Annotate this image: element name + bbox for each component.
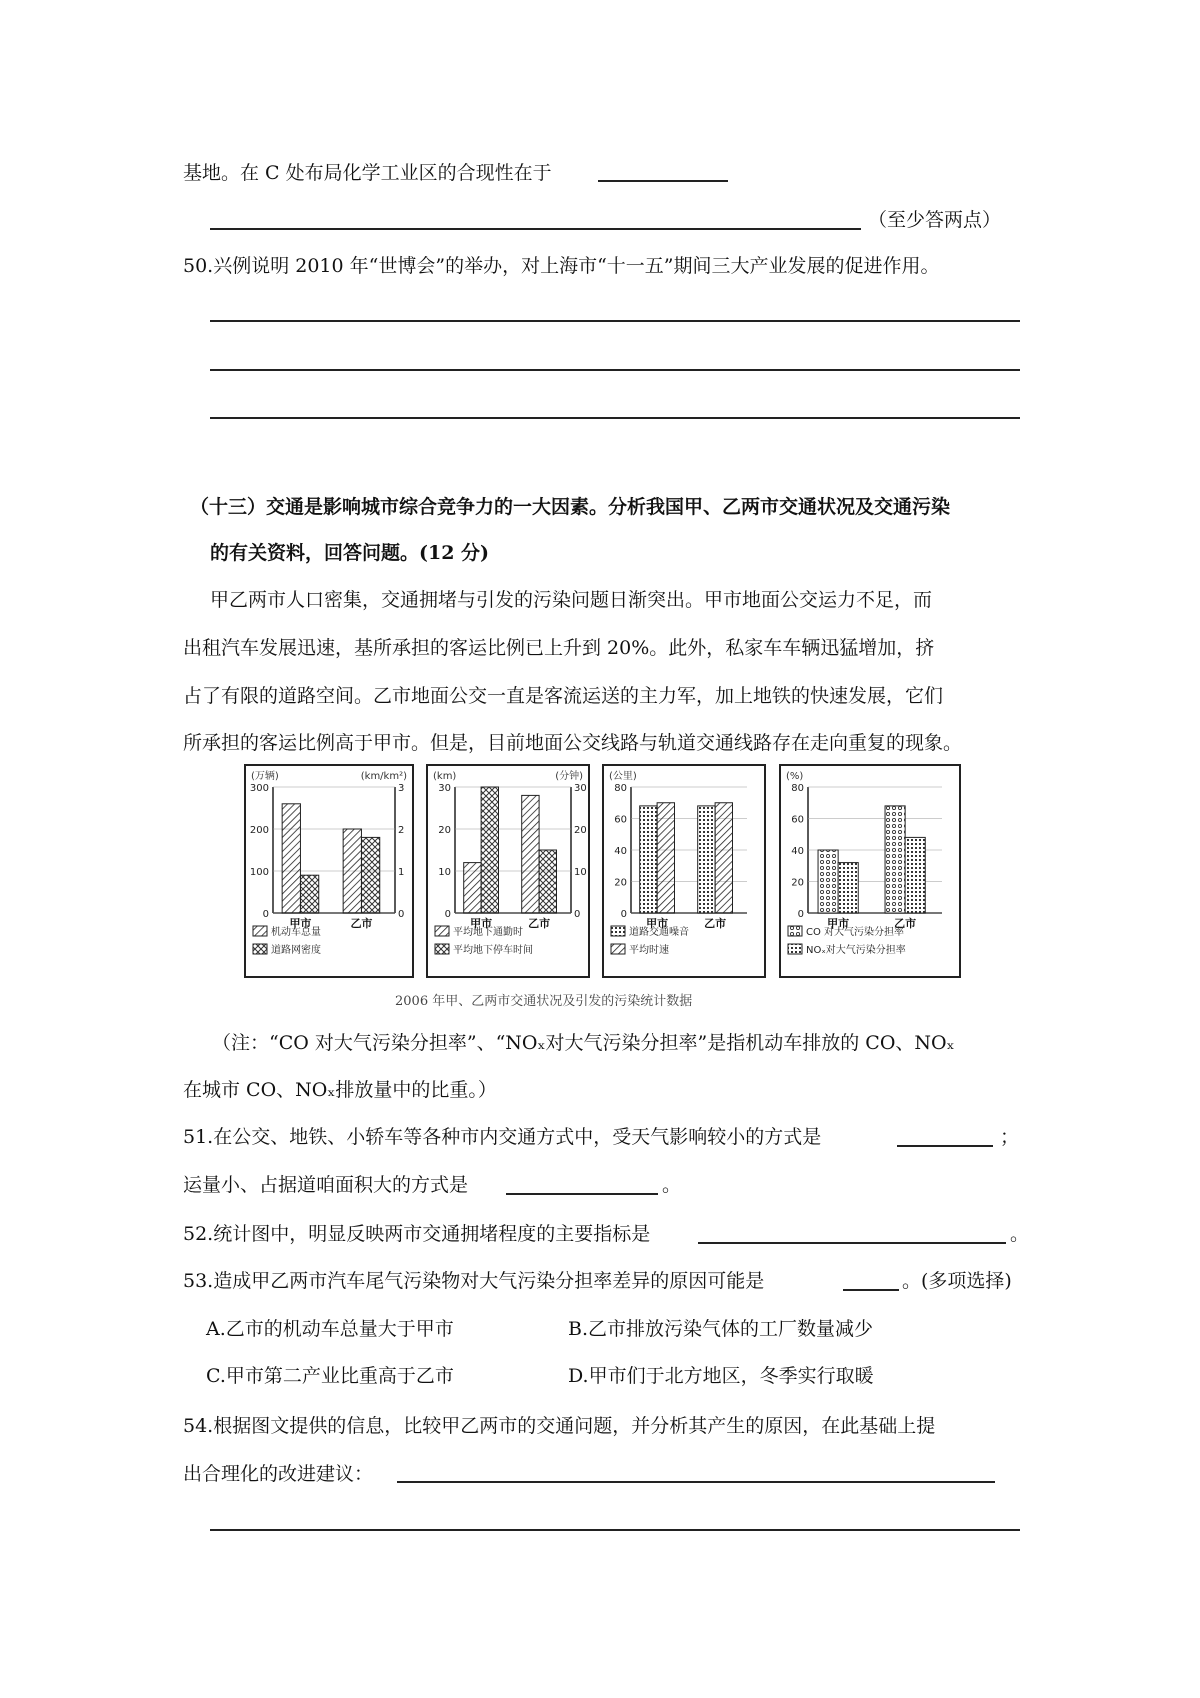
unit-label: (公里)	[609, 771, 637, 782]
tick-label-right: 3	[398, 783, 405, 794]
legend-label: 平均时速	[629, 945, 669, 956]
legend-label: 道路网密度	[271, 945, 321, 956]
bar	[838, 863, 858, 913]
legend-label: 平均地下停车时间	[453, 945, 533, 956]
category-label: 甲市	[646, 917, 669, 930]
q53-answer-blank[interactable]	[843, 1289, 899, 1291]
category-label: 乙市	[894, 917, 917, 930]
legend-label: NOₓ对大气污染分担率	[806, 945, 906, 956]
tick-label: 0	[620, 909, 627, 920]
q50-answer-line-2[interactable]	[210, 369, 1020, 371]
figure-charts	[243, 763, 963, 981]
tick-label: 30	[438, 783, 451, 794]
bar	[481, 787, 498, 913]
bar	[885, 806, 905, 913]
legend-label: 机动车总量	[271, 927, 321, 938]
legend-label: CO 对大气污染分担率	[806, 927, 905, 938]
legend-label: 平均地下通勤时	[453, 927, 523, 938]
q53-text: 53.造成甲乙两市汽车尾气污染物对大气污染分担率差异的原因可能是	[183, 1270, 765, 1292]
q51-text: 51.在公交、地铁、小轿车等各种市内交通方式中，受天气影响较小的方式是	[183, 1126, 822, 1148]
legend-swatch	[788, 926, 802, 936]
tick-label-right: 10	[574, 867, 587, 878]
unit-label: (%)	[786, 771, 804, 782]
q51-answer-blank-2[interactable]	[506, 1193, 658, 1195]
bar	[657, 803, 674, 913]
tick-label: 60	[614, 814, 627, 826]
q54-text-2: 出合理化的改进建议：	[183, 1463, 374, 1485]
q50-answer-line-3[interactable]	[210, 417, 1020, 419]
tick-label: 10	[438, 867, 451, 878]
category-label: 甲市	[827, 917, 850, 930]
bar	[361, 837, 379, 913]
q50-text: 50.兴例说明 2010 年“世博会”的举办，对上海市“十一五”期间三大产业发展的促进作用。	[183, 255, 940, 277]
q53-option-c[interactable]: C.甲市第二产业比重高于乙市	[206, 1365, 454, 1387]
tick-label: 200	[249, 825, 269, 836]
q51-separator: ；	[1000, 1126, 1020, 1148]
tick-label: 20	[438, 825, 451, 836]
section-heading: （十三）交通是影响城市综合竞争力的一大因素。分析我国甲、乙两市交通状况及交通污染	[190, 496, 951, 518]
tick-label-right: 1	[398, 867, 405, 878]
bar	[522, 795, 539, 913]
category-label: 乙市	[350, 917, 373, 930]
tick-label: 40	[614, 846, 627, 857]
section-heading-2: 的有关资料，回答问题。(12 分)	[210, 542, 490, 564]
q49-answer-blank-2[interactable]	[210, 228, 861, 230]
bar	[818, 850, 838, 913]
tick-label-right: 0	[398, 909, 405, 920]
q53-option-a[interactable]: A.乙市的机动车总量大于甲市	[206, 1318, 454, 1340]
tick-label: 300	[249, 783, 269, 794]
q51-end: 。	[662, 1174, 682, 1196]
tick-label: 80	[614, 783, 627, 794]
paragraph-line: 甲乙两市人口密集，交通拥堵与引发的污染问题日渐突出。甲市地面公交运力不足，而	[210, 589, 933, 611]
legend-swatch	[435, 926, 449, 936]
q49-note: （至少答两点）	[868, 209, 1002, 231]
q54-answer-line-2[interactable]	[210, 1529, 1020, 1531]
q52-answer-blank[interactable]	[698, 1242, 1006, 1244]
charts-svg	[243, 763, 963, 981]
category-label: 乙市	[528, 917, 551, 930]
unit-label-right: (km/km²)	[360, 771, 407, 782]
legend-swatch	[253, 926, 267, 936]
legend-swatch	[611, 926, 625, 936]
tick-label: 20	[791, 877, 804, 889]
bar	[343, 829, 361, 913]
unit-label: (km)	[433, 771, 457, 782]
bar	[698, 806, 715, 913]
q54-answer-blank-1[interactable]	[397, 1481, 995, 1483]
figure-caption: 2006 年甲、乙两市交通状况及引发的污染统计数据	[395, 994, 693, 1009]
legend-label: 道路交通噪音	[629, 927, 689, 938]
legend-swatch	[611, 944, 625, 954]
tick-label: 0	[262, 909, 269, 920]
bar	[905, 837, 925, 913]
category-label: 乙市	[704, 917, 727, 930]
q52-text: 52.统计图中，明显反映两市交通拥堵程度的主要指标是	[183, 1223, 651, 1245]
chart-panel-frame	[603, 765, 765, 977]
q51-text-2: 运量小、占据道咱面积大的方式是	[183, 1174, 469, 1196]
bar	[300, 875, 318, 913]
paragraph-line: 占了有限的道路空间。乙市地面公交一直是客流运送的主力军，加上地铁的快速发展，它们	[183, 685, 944, 707]
tick-label: 20	[614, 877, 627, 889]
note-line-1: （注：“CO 对大气污染分担率”、“NOₓ对大气污染分担率”是指机动车排放的 CO、NOₓ	[212, 1032, 955, 1054]
bar	[640, 806, 657, 913]
legend-swatch	[788, 944, 802, 954]
q54-text: 54.根据图文提供的信息，比较甲乙两市的交通问题，并分析其产生的原因，在此基础上提	[183, 1415, 936, 1437]
category-label: 甲市	[470, 917, 493, 930]
paragraph-line: 出租汽车发展迅速，基所承担的客运比例已上升到 20%。此外，私家车车辆迅猛增加，挤	[183, 637, 935, 659]
bar	[715, 803, 732, 913]
bar	[282, 804, 300, 913]
tick-label: 0	[797, 909, 804, 920]
tick-label: 40	[791, 846, 804, 857]
note-line-2: 在城市 CO、NOₓ排放量中的比重。）	[183, 1079, 497, 1101]
bar	[464, 863, 481, 913]
q49-text: 基地。在 C 处布局化学工业区的合现性在于	[183, 162, 552, 184]
unit-label-right: (分钟)	[555, 771, 583, 782]
paragraph-line: 所承担的客运比例高于甲市。但是，目前地面公交线路与轨道交通线路存在走向重复的现象。	[183, 732, 963, 754]
tick-label-right: 30	[574, 783, 587, 794]
q50-answer-line-1[interactable]	[210, 320, 1020, 322]
category-label: 甲市	[289, 917, 312, 930]
q52-end: 。	[1010, 1223, 1030, 1245]
bar	[539, 850, 556, 913]
tick-label: 100	[249, 867, 269, 878]
tick-label: 0	[444, 909, 451, 920]
legend-swatch	[435, 944, 449, 954]
tick-label-right: 20	[574, 825, 587, 836]
tick-label: 80	[791, 783, 804, 794]
q49-answer-blank-1[interactable]	[598, 180, 728, 182]
q51-answer-blank-1[interactable]	[897, 1145, 993, 1147]
q53-option-d[interactable]: D.甲市们于北方地区，冬季实行取暖	[568, 1365, 874, 1387]
tick-label: 60	[791, 814, 804, 826]
unit-label: (万辆)	[251, 771, 279, 782]
q53-suffix: 。(多项选择)	[902, 1270, 1012, 1292]
q53-option-b[interactable]: B.乙市排放污染气体的工厂数量减少	[568, 1318, 874, 1340]
legend-swatch	[253, 944, 267, 954]
tick-label-right: 2	[398, 825, 405, 836]
tick-label-right: 0	[574, 909, 581, 920]
